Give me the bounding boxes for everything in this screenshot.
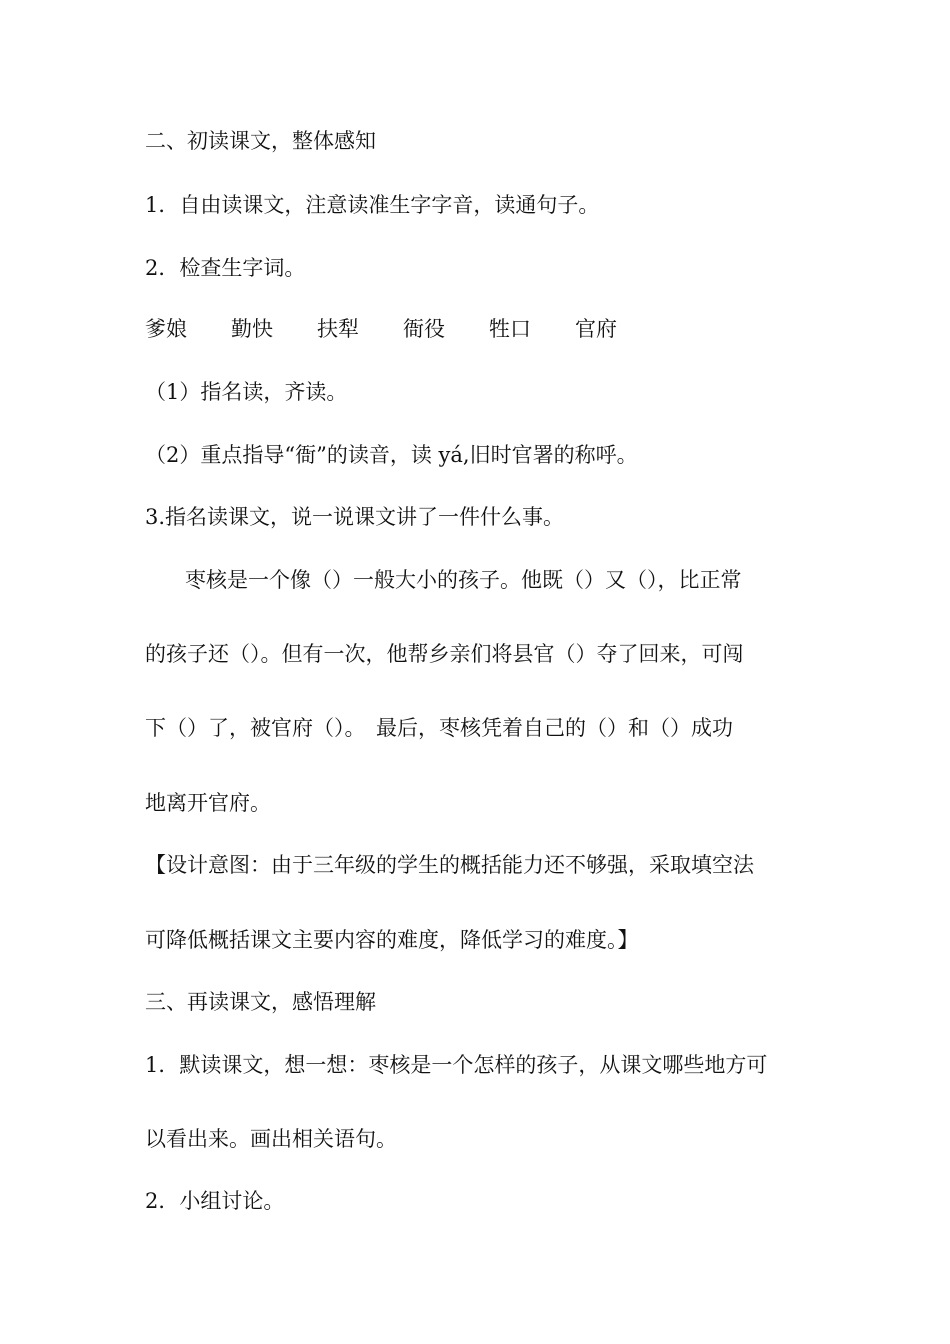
section-3-item-1-line-1: 1．默读课文，想一想：枣核是一个怎样的孩子，从课文哪些地方可 — [145, 1053, 768, 1077]
section-2-item-3: 3.指名读课文，说一说课文讲了一件什么事。 — [145, 505, 565, 529]
vocab-word: 官府 — [575, 317, 617, 341]
fill-blank-line-3: 下（）了，被官府（）。 最后，枣核凭着自己的（）和（）成功 — [145, 716, 733, 740]
design-intent-line-2: 可降低概括课文主要内容的难度，降低学习的难度。】 — [145, 928, 639, 952]
vocab-word: 爹娘 — [145, 317, 187, 341]
section-2-item-1: 1．自由读课文，注意读准生字字音，读通句子。 — [145, 193, 600, 217]
fill-blank-line-1: 枣核是一个像（）一般大小的孩子。他既（）又（），比正常 — [185, 568, 742, 592]
section-2-sub-2: （2）重点指导“衙”的读音，读 yá,旧时官署的称呼。 — [145, 443, 638, 467]
section-3-item-1-line-2: 以看出来。画出相关语句。 — [145, 1127, 397, 1151]
vocab-word: 牲口 — [489, 317, 531, 341]
section-2-item-2: 2．检查生字词。 — [145, 256, 306, 280]
vocabulary-list — [145, 314, 661, 344]
section-2-sub-1: （1）指名读，齐读。 — [145, 380, 348, 404]
vocab-word: 扶犁 — [317, 317, 359, 341]
fill-blank-line-4: 地离开官府。 — [145, 791, 271, 815]
fill-blank-line-2: 的孩子还（）。但有一次，他帮乡亲们将县官（）夺了回来，可闯 — [145, 642, 744, 666]
section-2-heading: 二、初读课文，整体感知 — [145, 129, 376, 153]
section-3-item-2: 2．小组讨论。 — [145, 1189, 285, 1213]
vocab-word: 衙役 — [403, 317, 445, 341]
design-intent-line-1: 【设计意图：由于三年级的学生的概括能力还不够强，采取填空法 — [145, 853, 754, 877]
vocab-word: 勤快 — [231, 317, 273, 341]
section-3-heading: 三、再读课文，感悟理解 — [145, 990, 376, 1014]
